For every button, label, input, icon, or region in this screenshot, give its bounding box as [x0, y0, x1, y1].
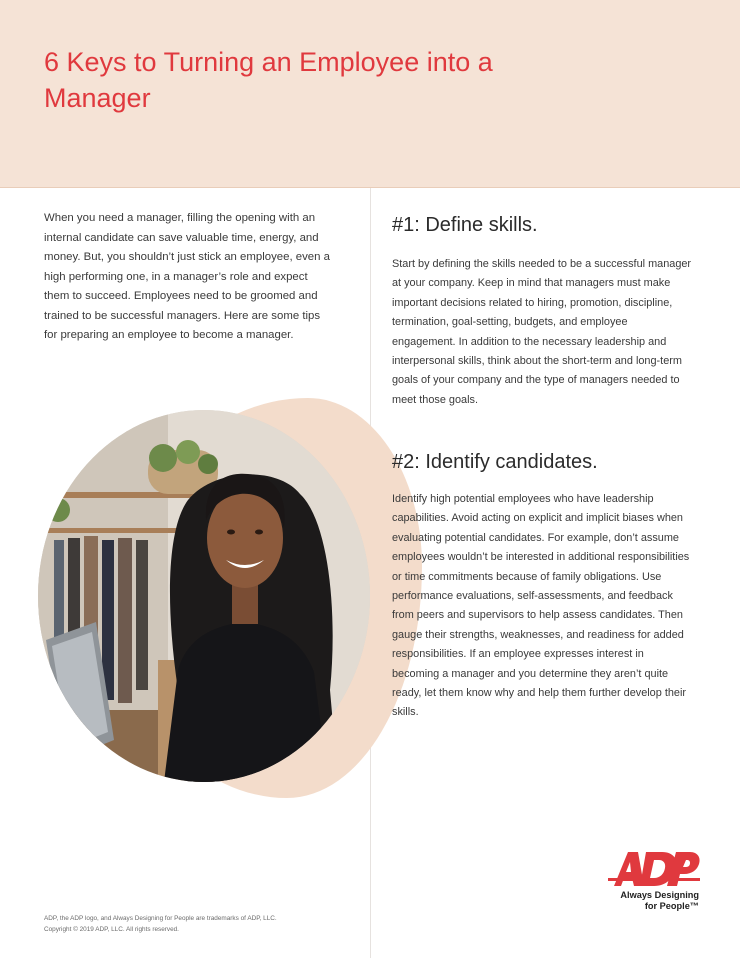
footer-legal [44, 913, 364, 935]
adp-logo-mark [604, 848, 704, 890]
adp-tagline [604, 890, 699, 912]
copyright-notice: Copyright © 2019 ADP, LLC. All rights reserved. [44, 926, 179, 933]
section-body-identify-candidates: Identify high potential employees who have leadership capabilities. Avoid acting on explicit and implicit biases when evaluating potential candidates. For example, don’t assume employees wouldn’t be interested in additional responsibilities or time commitments because of family obligations. Use performance evaluations, self-assessments, and feedback from peers and supervisors to help assess candidates. Then gauge their strengths, weaknesses, and readiness for added responsibilities. If an employee expresses interest in becoming a manager and you determine they aren’t quite ready, let them know why and help them further develop their skills. [392, 493, 690, 719]
header-banner [0, 0, 740, 188]
tagline-line-1: Always Designing [620, 890, 699, 900]
section-heading-define-skills: #1: Define skills. [392, 214, 538, 236]
section-heading-identify-candidates: #2: Identify candidates. [392, 451, 598, 473]
section-body-define-skills: Start by defining the skills needed to be a successful manager at your company. Keep in mind that managers must make important decisions related to hiring, promotion, discipline, termination, goal-setting, budgets, and employee engagement. In addition to the necessary leadership and interpersonal skills, think about the short-term and long-term goals of your company and the type of managers needed to meet those goals. [392, 258, 692, 406]
intro-paragraph: When you need a manager, filling the opening with an internal candidate can save valuable time, energy, and money. But, you shouldn’t just stick an employee, even a high performing one, in a manager’s role and expect them to succeed. Employees need to be groomed and trained to be successful managers. Here are some tips for preparing an employee to become a manager. [44, 212, 330, 341]
trademark-notice: ADP, the ADP logo, and Always Designing for People are trademarks of ADP, LLC. [44, 915, 277, 922]
page-title: 6 Keys to Turning an Employee into a Manager [44, 47, 493, 113]
employee-photo [38, 410, 370, 782]
tagline-line-2: for People™ [644, 901, 699, 911]
